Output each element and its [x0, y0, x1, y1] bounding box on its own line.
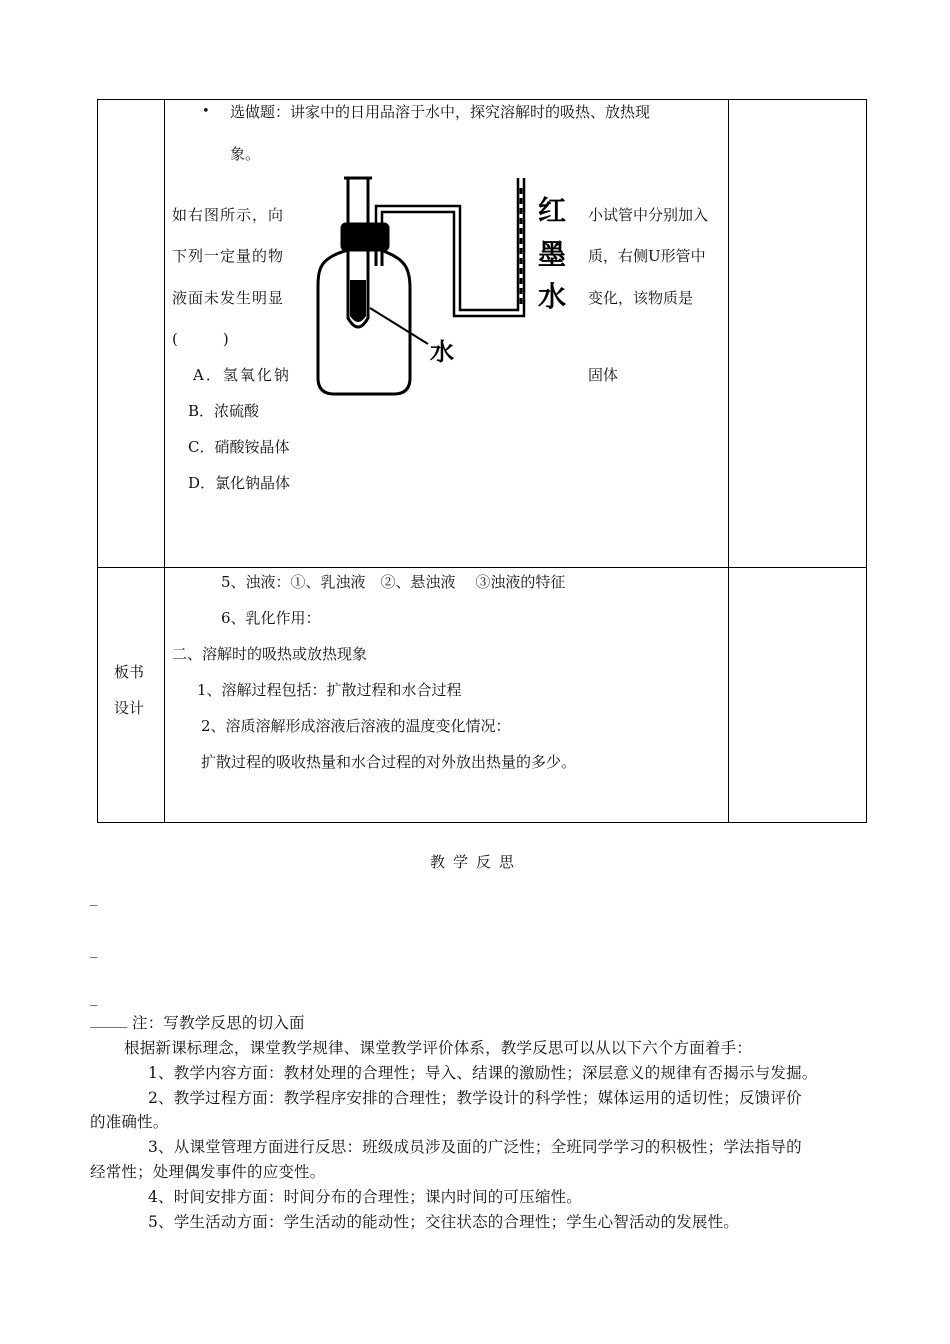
- label-ink-1: 红: [538, 194, 567, 227]
- table-border-bottom: [97, 822, 867, 823]
- option-b: B．浓硫酸: [188, 402, 260, 420]
- reflection-item-2a: 2、教学过程方面：教学程序安排的合理性；教学设计的科学性；媒体运用的适切性；反馈评价: [148, 1089, 802, 1107]
- board-line-2: 6、乳化作用：: [221, 609, 321, 627]
- reflection-item-4: 4、时间安排方面：时间分布的合理性；课内时间的可压缩性。: [148, 1188, 582, 1206]
- reflection-item-3b: 经常性；处理偶发事件的应变性。: [90, 1163, 326, 1181]
- table-col-divider-1: [164, 99, 165, 823]
- question-left-line-3: 液面未发生明显: [172, 289, 285, 307]
- board-line-3: 二、溶解时的吸热或放热现象: [172, 645, 368, 663]
- note-blank: _____: [90, 1010, 128, 1028]
- task-line-2: 象。: [230, 145, 261, 163]
- table-row-divider: [97, 567, 867, 568]
- note-heading: 注：写教学反思的切入面: [132, 1014, 305, 1032]
- water-pointer: [370, 308, 428, 344]
- board-line-5: 2、溶质溶解形成溶液后溶液的温度变化情况：: [201, 717, 511, 735]
- question-left-line-2: 下列一定量的物: [172, 247, 285, 265]
- question-right-line-1: 小试管中分别加入: [588, 206, 709, 224]
- option-d: D．氯化钠晶体: [188, 474, 291, 492]
- reflection-item-5: 5、学生活动方面：学生活动的能动性；交往状态的合理性；学生心智活动的发展性。: [148, 1213, 739, 1231]
- dash-2: _: [90, 940, 98, 958]
- table-col-divider-2: [728, 99, 729, 823]
- label-ink-2: 墨: [538, 238, 567, 271]
- reflection-intro: 根据新课标理念，课堂教学规律、课堂教学评价体系，教学反思可以从以下六个方面着手：: [124, 1039, 753, 1057]
- question-right-line-3: 变化，该物质是: [588, 289, 694, 307]
- board-line-1: 5、浊液：①、乳浊液 ②、悬浊液 ③浊液的特征: [221, 573, 566, 591]
- question-left-line-1: 如右图所示，向: [172, 206, 285, 224]
- task-line-1: 选做题：讲家中的日用品溶于水中，探究溶解时的吸热、放热现: [230, 103, 651, 121]
- bullet-marker: •: [202, 104, 210, 119]
- question-right-line-2: 质，右侧U形管中: [588, 247, 706, 265]
- table-border-top: [97, 99, 867, 100]
- reflection-item-1: 1、教学内容方面：教材处理的合理性；导入、结课的激励性；深层意义的规律有否揭示与发掘。: [148, 1064, 818, 1082]
- reflection-item-3a: 3、从课堂管理方面进行反思：班级成员涉及面的广泛性；全班同学学习的积极性；学法指导的: [148, 1138, 802, 1156]
- dash-3: _: [90, 988, 98, 1006]
- row-label-line-2: 设计: [114, 699, 145, 717]
- experiment-figure: [310, 168, 585, 400]
- row-label-line-1: 板书: [114, 663, 145, 681]
- u-tube-left: [376, 178, 518, 310]
- option-c: C．硝酸铵晶体: [188, 438, 290, 456]
- label-ink-3: 水: [538, 280, 567, 313]
- reflection-item-2b: 的准确性。: [90, 1113, 169, 1131]
- table-border-right: [866, 99, 867, 823]
- board-line-6: 扩散过程的吸收热量和水合过程的对外放出热量的多少。: [201, 753, 577, 771]
- table-border-left: [97, 99, 98, 823]
- label-water: 水: [430, 338, 454, 366]
- board-line-4: 1、溶解过程包括：扩散过程和水合过程: [197, 681, 462, 699]
- option-a-tail: 固体: [588, 366, 619, 384]
- option-a: A．氢氧化钠: [193, 366, 291, 384]
- dash-1: _: [90, 888, 98, 906]
- question-answer-blank: ( ): [172, 330, 229, 348]
- reflection-title: 教学反思: [430, 853, 523, 871]
